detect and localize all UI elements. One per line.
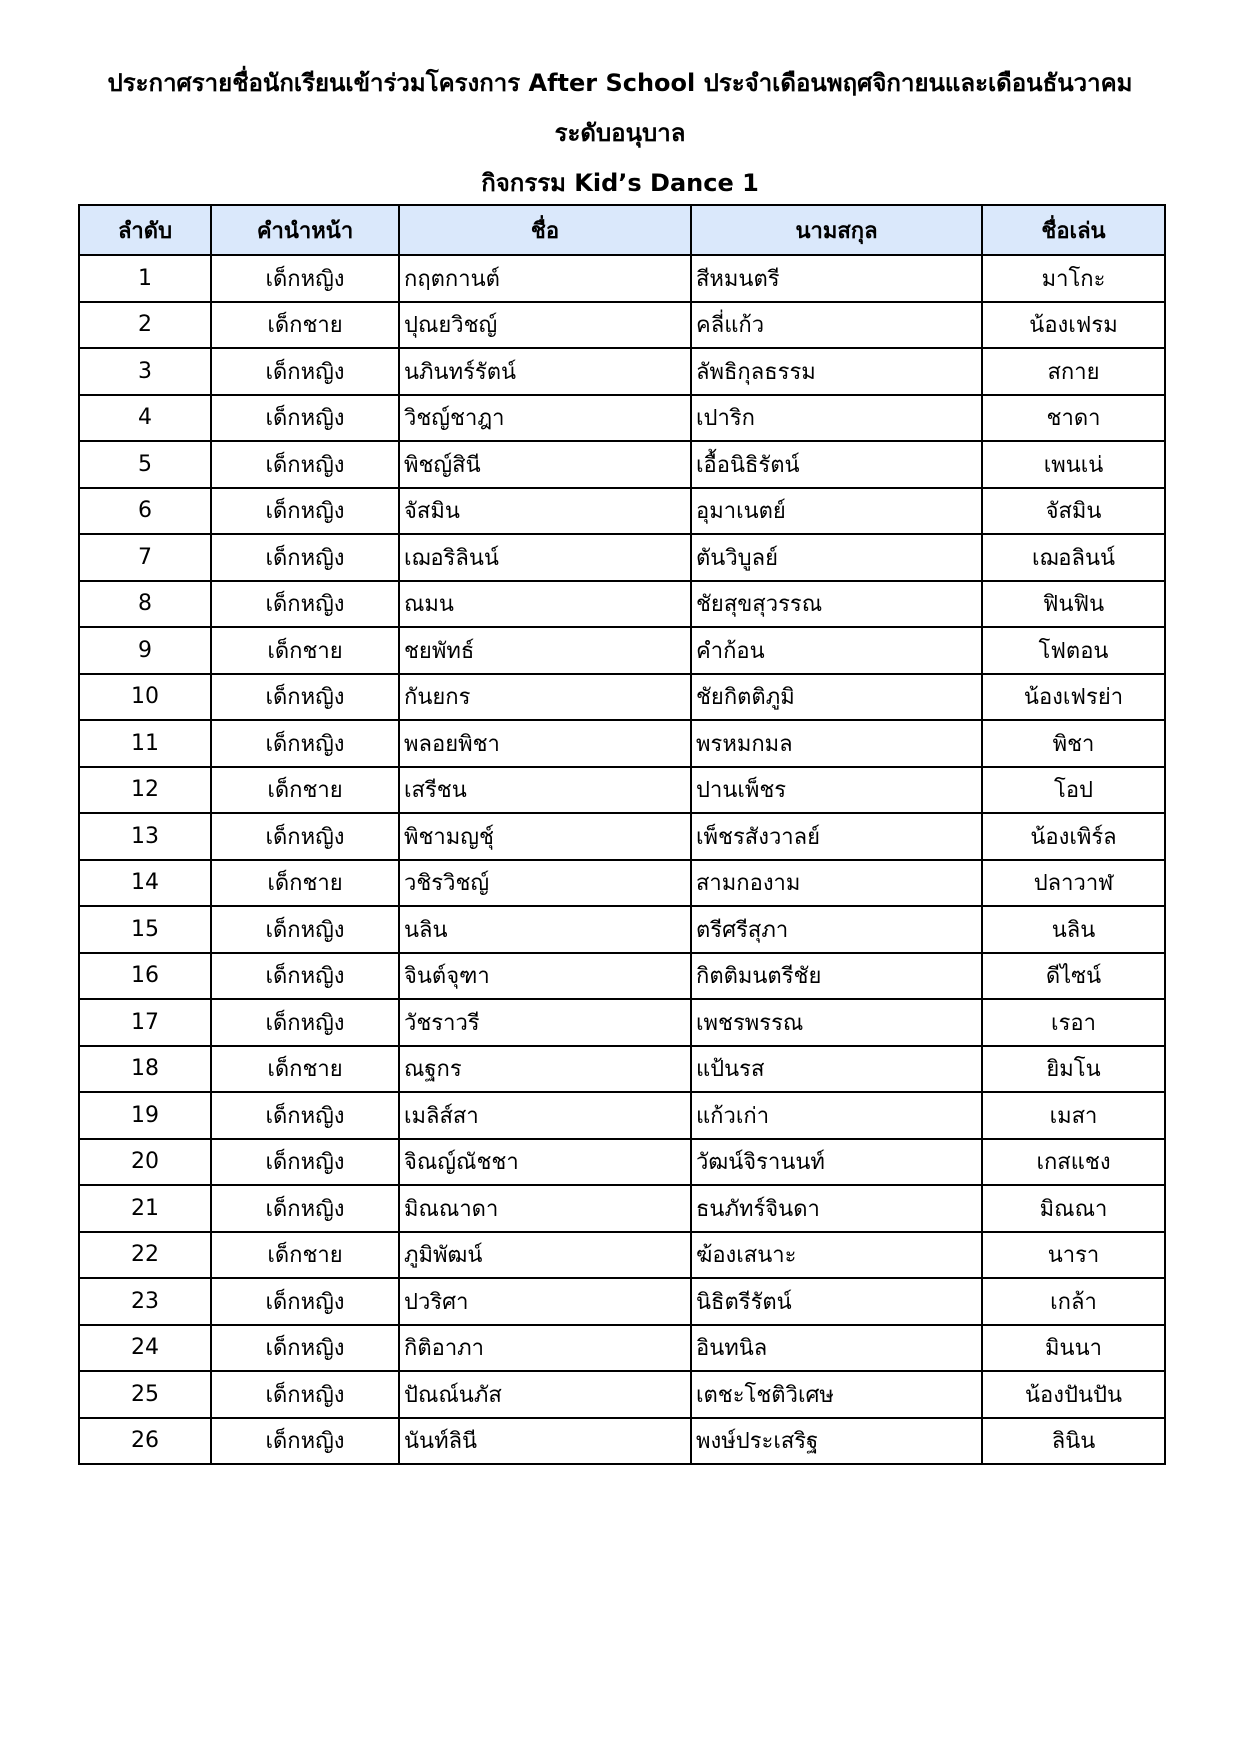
last-name-cell: กิตติมนตรีชัย bbox=[691, 953, 982, 1000]
prefix-cell: เด็กหญิง bbox=[211, 1139, 399, 1186]
first-name-cell: วัชราวรี bbox=[399, 999, 691, 1046]
nickname-cell: ยิมโน bbox=[982, 1046, 1165, 1093]
prefix-cell: เด็กชาย bbox=[211, 1232, 399, 1279]
last-name-cell: เพ็ชรสังวาลย์ bbox=[691, 813, 982, 860]
prefix-cell: เด็กหญิง bbox=[211, 534, 399, 581]
row-index-cell: 13 bbox=[79, 813, 211, 860]
first-name-cell: นภินทร์รัตน์ bbox=[399, 348, 691, 395]
table-row bbox=[79, 302, 1165, 349]
table-row bbox=[79, 1092, 1165, 1139]
nickname-cell: สกาย bbox=[982, 348, 1165, 395]
prefix-cell: เด็กหญิง bbox=[211, 441, 399, 488]
table-row bbox=[79, 999, 1165, 1046]
last-name-cell: เอื้อนิธิรัตน์ bbox=[691, 441, 982, 488]
first-name-cell: จัสมิน bbox=[399, 488, 691, 535]
last-name-cell: สามกองาม bbox=[691, 860, 982, 907]
prefix-cell: เด็กหญิง bbox=[211, 488, 399, 535]
table-row bbox=[79, 441, 1165, 488]
row-index-cell: 4 bbox=[79, 395, 211, 442]
first-name-cell: กฤตกานต์ bbox=[399, 255, 691, 302]
table-row bbox=[79, 674, 1165, 721]
prefix-cell: เด็กหญิง bbox=[211, 674, 399, 721]
prefix-cell: เด็กหญิง bbox=[211, 1418, 399, 1465]
nickname-cell: ฟินฟิน bbox=[982, 581, 1165, 628]
row-index-cell: 16 bbox=[79, 953, 211, 1000]
prefix-cell: เด็กชาย bbox=[211, 860, 399, 907]
table-row bbox=[79, 348, 1165, 395]
row-index-cell: 8 bbox=[79, 581, 211, 628]
row-index-cell: 24 bbox=[79, 1325, 211, 1372]
nickname-cell: มาโกะ bbox=[982, 255, 1165, 302]
row-index-cell: 23 bbox=[79, 1278, 211, 1325]
nickname-cell: โฟตอน bbox=[982, 627, 1165, 674]
last-name-cell: แก้วเก่า bbox=[691, 1092, 982, 1139]
prefix-cell: เด็กหญิง bbox=[211, 1092, 399, 1139]
nickname-cell: น้องปันปัน bbox=[982, 1371, 1165, 1418]
table-row bbox=[79, 1046, 1165, 1093]
nickname-cell: เรอา bbox=[982, 999, 1165, 1046]
row-index-cell: 21 bbox=[79, 1185, 211, 1232]
first-name-cell: ณมน bbox=[399, 581, 691, 628]
last-name-cell: พรหมกมล bbox=[691, 720, 982, 767]
last-name-cell: อุมาเนตย์ bbox=[691, 488, 982, 535]
last-name-cell: ชัยกิตติภูมิ bbox=[691, 674, 982, 721]
row-index-cell: 15 bbox=[79, 906, 211, 953]
first-name-cell: ภูมิพัฒน์ bbox=[399, 1232, 691, 1279]
last-name-cell: สีหมนตรี bbox=[691, 255, 982, 302]
nickname-cell: น้องเพิร์ล bbox=[982, 813, 1165, 860]
table-row bbox=[79, 1325, 1165, 1372]
table-row bbox=[79, 627, 1165, 674]
table-row bbox=[79, 767, 1165, 814]
table-row bbox=[79, 255, 1165, 302]
table-row bbox=[79, 1278, 1165, 1325]
row-index-cell: 12 bbox=[79, 767, 211, 814]
nickname-cell: ลินิน bbox=[982, 1418, 1165, 1465]
last-name-cell: พงษ์ประเสริฐ bbox=[691, 1418, 982, 1465]
last-name-cell: อินทนิล bbox=[691, 1325, 982, 1372]
table-row bbox=[79, 1232, 1165, 1279]
table-row bbox=[79, 953, 1165, 1000]
table-row bbox=[79, 813, 1165, 860]
column-header-nickname: ชื่อเล่น bbox=[982, 205, 1165, 255]
nickname-cell: เพนเน่ bbox=[982, 441, 1165, 488]
nickname-cell: ดีไซน์ bbox=[982, 953, 1165, 1000]
last-name-cell: นิธิตรีรัตน์ bbox=[691, 1278, 982, 1325]
nickname-cell: เฌอลินน์ bbox=[982, 534, 1165, 581]
first-name-cell: ชยพัทธ์ bbox=[399, 627, 691, 674]
first-name-cell: มิณณาดา bbox=[399, 1185, 691, 1232]
table-row bbox=[79, 581, 1165, 628]
nickname-cell: มินนา bbox=[982, 1325, 1165, 1372]
prefix-cell: เด็กหญิง bbox=[211, 999, 399, 1046]
prefix-cell: เด็กชาย bbox=[211, 1046, 399, 1093]
level-subtitle: ระดับอนุบาล bbox=[554, 119, 686, 147]
table-row bbox=[79, 1185, 1165, 1232]
prefix-cell: เด็กชาย bbox=[211, 302, 399, 349]
last-name-cell: วัฒน์จิรานนท์ bbox=[691, 1139, 982, 1186]
nickname-cell: เกสแชง bbox=[982, 1139, 1165, 1186]
nickname-cell: ปลาวาฬ bbox=[982, 860, 1165, 907]
table-row bbox=[79, 1418, 1165, 1465]
first-name-cell: นลิน bbox=[399, 906, 691, 953]
first-name-cell: ปวริศา bbox=[399, 1278, 691, 1325]
last-name-cell: ฆ้องเสนาะ bbox=[691, 1232, 982, 1279]
nickname-cell: ชาดา bbox=[982, 395, 1165, 442]
document-header bbox=[0, 58, 1240, 208]
column-header-index: ลำดับ bbox=[79, 205, 211, 255]
table-header-row bbox=[79, 205, 1165, 255]
table-row bbox=[79, 720, 1165, 767]
nickname-cell: น้องเฟรย่า bbox=[982, 674, 1165, 721]
row-index-cell: 19 bbox=[79, 1092, 211, 1139]
table-row bbox=[79, 534, 1165, 581]
last-name-cell: เพชรพรรณ bbox=[691, 999, 982, 1046]
first-name-cell: จินต์จุฑา bbox=[399, 953, 691, 1000]
prefix-cell: เด็กหญิง bbox=[211, 813, 399, 860]
prefix-cell: เด็กหญิง bbox=[211, 906, 399, 953]
first-name-cell: ปัณณ์นภัส bbox=[399, 1371, 691, 1418]
prefix-cell: เด็กหญิง bbox=[211, 255, 399, 302]
row-index-cell: 26 bbox=[79, 1418, 211, 1465]
first-name-cell: พิชญ์สินี bbox=[399, 441, 691, 488]
column-header-prefix: คำนำหน้า bbox=[211, 205, 399, 255]
row-index-cell: 10 bbox=[79, 674, 211, 721]
first-name-cell: พิชามญชุ์ bbox=[399, 813, 691, 860]
prefix-cell: เด็กชาย bbox=[211, 767, 399, 814]
first-name-cell: ปุณยวิชญ์ bbox=[399, 302, 691, 349]
first-name-cell: วิชญ์ชาฎา bbox=[399, 395, 691, 442]
row-index-cell: 14 bbox=[79, 860, 211, 907]
prefix-cell: เด็กหญิง bbox=[211, 1185, 399, 1232]
nickname-cell: น้องเฟรม bbox=[982, 302, 1165, 349]
row-index-cell: 18 bbox=[79, 1046, 211, 1093]
nickname-cell: นลิน bbox=[982, 906, 1165, 953]
row-index-cell: 2 bbox=[79, 302, 211, 349]
row-index-cell: 3 bbox=[79, 348, 211, 395]
row-index-cell: 20 bbox=[79, 1139, 211, 1186]
nickname-cell: มิณณา bbox=[982, 1185, 1165, 1232]
nickname-cell: เกล้า bbox=[982, 1278, 1165, 1325]
last-name-cell: ธนภัทร์จินดา bbox=[691, 1185, 982, 1232]
first-name-cell: เฌอริลินน์ bbox=[399, 534, 691, 581]
first-name-cell: วชิรวิชญ์ bbox=[399, 860, 691, 907]
table-row bbox=[79, 1139, 1165, 1186]
last-name-cell: ตันวิบูลย์ bbox=[691, 534, 982, 581]
nickname-cell: นารา bbox=[982, 1232, 1165, 1279]
prefix-cell: เด็กหญิง bbox=[211, 953, 399, 1000]
column-header-first-name: ชื่อ bbox=[399, 205, 691, 255]
activity-subtitle: กิจกรรม Kid’s Dance 1 bbox=[481, 169, 759, 197]
row-index-cell: 7 bbox=[79, 534, 211, 581]
prefix-cell: เด็กหญิง bbox=[211, 348, 399, 395]
first-name-cell: นันท์ลินี bbox=[399, 1418, 691, 1465]
nickname-cell: พิชา bbox=[982, 720, 1165, 767]
prefix-cell: เด็กหญิง bbox=[211, 1325, 399, 1372]
column-header-last-name: นามสกุล bbox=[691, 205, 982, 255]
table-row bbox=[79, 488, 1165, 535]
prefix-cell: เด็กชาย bbox=[211, 627, 399, 674]
last-name-cell: เปาริก bbox=[691, 395, 982, 442]
first-name-cell: เมลิส์สา bbox=[399, 1092, 691, 1139]
nickname-cell: เมสา bbox=[982, 1092, 1165, 1139]
row-index-cell: 6 bbox=[79, 488, 211, 535]
first-name-cell: จิณญ์ณัชชา bbox=[399, 1139, 691, 1186]
prefix-cell: เด็กหญิง bbox=[211, 395, 399, 442]
row-index-cell: 22 bbox=[79, 1232, 211, 1279]
last-name-cell: เตชะโชติวิเศษ bbox=[691, 1371, 982, 1418]
first-name-cell: กันยกร bbox=[399, 674, 691, 721]
first-name-cell: พลอยพิชา bbox=[399, 720, 691, 767]
row-index-cell: 17 bbox=[79, 999, 211, 1046]
table-row bbox=[79, 906, 1165, 953]
table-row bbox=[79, 1371, 1165, 1418]
last-name-cell: ลัพธิกุลธรรม bbox=[691, 348, 982, 395]
last-name-cell: ปานเพ็ชร bbox=[691, 767, 982, 814]
table-row bbox=[79, 860, 1165, 907]
announcement-title: ประกาศรายชื่อนักเรียนเข้าร่วมโครงการ After School ประจำเดือนพฤศจิกายนและเดือนธันวาคม bbox=[107, 69, 1133, 97]
row-index-cell: 11 bbox=[79, 720, 211, 767]
table-body bbox=[79, 255, 1165, 1464]
first-name-cell: กิติอาภา bbox=[399, 1325, 691, 1372]
last-name-cell: คลี่แก้ว bbox=[691, 302, 982, 349]
last-name-cell: ชัยสุขสุวรรณ bbox=[691, 581, 982, 628]
first-name-cell: ณฐกร bbox=[399, 1046, 691, 1093]
nickname-cell: โอป bbox=[982, 767, 1165, 814]
first-name-cell: เสรีชน bbox=[399, 767, 691, 814]
nickname-cell: จัสมิน bbox=[982, 488, 1165, 535]
row-index-cell: 5 bbox=[79, 441, 211, 488]
last-name-cell: ตรีศรีสุภา bbox=[691, 906, 982, 953]
last-name-cell: แป้นรส bbox=[691, 1046, 982, 1093]
table-row bbox=[79, 395, 1165, 442]
last-name-cell: คำก้อน bbox=[691, 627, 982, 674]
prefix-cell: เด็กหญิง bbox=[211, 581, 399, 628]
prefix-cell: เด็กหญิง bbox=[211, 1371, 399, 1418]
row-index-cell: 9 bbox=[79, 627, 211, 674]
row-index-cell: 25 bbox=[79, 1371, 211, 1418]
prefix-cell: เด็กหญิง bbox=[211, 1278, 399, 1325]
row-index-cell: 1 bbox=[79, 255, 211, 302]
prefix-cell: เด็กหญิง bbox=[211, 720, 399, 767]
student-roster-table bbox=[78, 204, 1166, 1465]
